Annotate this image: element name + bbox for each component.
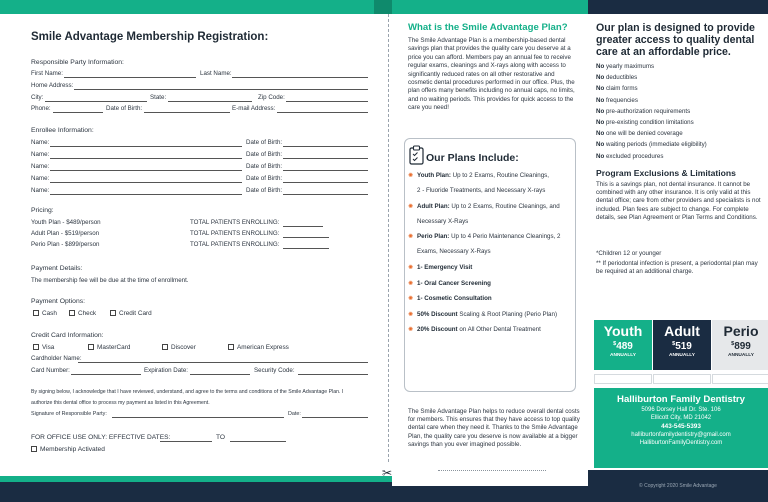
dob-label: Date of Birth: [106, 105, 143, 112]
benefit-item: No claim forms [596, 85, 638, 93]
plan-item: ✺ Youth Plan: Up to 2 Exams, Routine Cleanings, [408, 172, 549, 179]
zip-field[interactable] [286, 101, 368, 102]
checkbox[interactable] [88, 344, 94, 350]
benefits-heading: Our plan is designed to provide greater access to quality dental care at an affordable price. [596, 22, 755, 58]
benefit-item: No excluded procedures [596, 152, 664, 160]
pricing-plan: Adult Plan - $519/person [31, 230, 100, 237]
enrollee-dob-field[interactable] [283, 194, 368, 195]
cardholder-field[interactable] [78, 362, 368, 363]
benefit-item: No yearly maximums [596, 63, 655, 70]
price-card-name: Youth [603, 323, 643, 339]
pricing-total-field[interactable] [283, 248, 329, 249]
clipboard-icon [408, 145, 426, 165]
benefit-item: No pre-existing condition limitations [596, 119, 694, 126]
home-address-field[interactable] [74, 89, 368, 90]
enrollee-name-label: Name: [31, 139, 50, 146]
sparkle-icon: ✺ [408, 172, 414, 179]
practice-name: Halliburton Family Dentistry [617, 394, 745, 405]
exclusions-heading: Program Exclusions & Limitations [596, 168, 736, 178]
enrollee-dob-label: Date of Birth: [246, 163, 283, 170]
enrollee-name-label: Name: [31, 151, 50, 158]
checkbox[interactable] [110, 310, 116, 316]
first-name-label: First Name: [31, 70, 63, 77]
office-to-label: TO [216, 434, 226, 441]
card-number-field[interactable] [71, 374, 141, 375]
enrollee-name-field[interactable] [50, 194, 242, 195]
plan-info-panel [392, 0, 588, 502]
price-card-amount: $899 [731, 341, 751, 352]
price-card-amount: $519 [672, 341, 692, 352]
enrollee-name-field[interactable] [50, 146, 242, 147]
security-field[interactable] [298, 374, 368, 375]
first-name-field[interactable] [64, 77, 196, 78]
signature-field[interactable] [112, 417, 284, 418]
price-card-name: Adult [664, 323, 700, 339]
sparkle-icon: ✺ [408, 233, 414, 240]
pricing-plan: Youth Plan - $489/person [31, 219, 101, 226]
enrollee-dob-field[interactable] [283, 146, 368, 147]
practice-phone[interactable]: 443-545-5393 [661, 423, 701, 430]
benefit-item: No frequencies [596, 96, 638, 104]
enrollee-name-field[interactable] [50, 182, 242, 183]
copyright: © Copyright 2020 Smile Advantage [639, 483, 717, 489]
practice-info [594, 388, 768, 468]
cc-heading: Credit Card Information: [31, 332, 104, 339]
home-address-label: Home Address: [31, 82, 74, 89]
enrollee-dob-field[interactable] [283, 182, 368, 183]
plan-item: ✺ 1- Oral Cancer Screening [408, 280, 491, 287]
children-note: *Children 12 or younger [596, 250, 662, 257]
pricing-total-field[interactable] [283, 237, 329, 238]
sparkle-icon: ✺ [408, 203, 414, 210]
checkbox[interactable] [31, 446, 37, 452]
plan-item: ✺ 1- Cosmetic Consultation [408, 295, 492, 302]
benefit-item: No one will be denied coverage [596, 130, 683, 138]
top-accent-bar [392, 0, 588, 14]
payment-options-heading: Payment Options: [31, 298, 86, 305]
office-use-label: FOR OFFICE USE ONLY: EFFECTIVE DATES: [31, 434, 171, 441]
practice-address-1: 5096 Dorsey Hall Dr. Ste. 106 [641, 407, 721, 413]
dob-field[interactable] [144, 112, 230, 113]
acknowledgement-line-2: authorize this dental office to process my payment as listed in this Agreement. [31, 400, 210, 406]
price-card-youth [594, 320, 652, 370]
enrollee-dob-label: Date of Birth: [246, 139, 283, 146]
plan-item: Necessary X-Rays [417, 218, 469, 225]
cut-line [388, 14, 389, 462]
enrollee-dob-label: Date of Birth: [246, 175, 283, 182]
plan-info-title: What is the Smile Advantage Plan? [408, 22, 568, 33]
payment-option-cash[interactable]: Cash [33, 310, 57, 317]
price-card-footer [594, 374, 652, 384]
checkbox[interactable] [228, 344, 234, 350]
sparkle-icon: ✺ [408, 311, 414, 318]
email-field[interactable] [277, 112, 368, 113]
plan-item: ✺ Perio Plan: Up to 4 Perio Maintenance Cleanings, 2 [408, 233, 561, 240]
price-card-amount: $489 [613, 341, 633, 352]
checkbox[interactable] [33, 344, 39, 350]
pricing-total-field[interactable] [283, 226, 323, 227]
last-name-field[interactable] [232, 77, 368, 78]
enrollee-dob-field[interactable] [283, 170, 368, 171]
pricing-total-label: TOTAL PATIENTS ENROLLING: [190, 230, 280, 237]
enrollee-name-label: Name: [31, 187, 50, 194]
bottom-accent-bar [0, 476, 392, 502]
plan-info-paragraph: The Smile Advantage Plan is a membership-based dental savings plan that provides the quality care you deserve at a price you can afford. Members pay an annual fee to receive regular exams, cleanings and X-rays along with access to significantly reduced rates on all other restorative and cosmetic dental procedures performed in our office. Plus, the plan offers many benefits including no annual caps, no limits, and no waiting periods. This provides for quick access to the care you need! [408, 37, 575, 112]
price-card-period: ANNUALLY [610, 353, 636, 358]
scissors-icon: ✂ [382, 466, 393, 480]
checkbox[interactable] [33, 310, 39, 316]
price-card-footer [712, 374, 768, 384]
date-field[interactable] [302, 417, 368, 418]
practice-website[interactable]: HalliburtonFamilyDentistry.com [639, 440, 723, 446]
phone-label: Phone: [31, 105, 51, 112]
state-label: State: [150, 94, 167, 101]
price-card-period: ANNUALLY [669, 353, 695, 358]
dotted-divider [438, 470, 546, 471]
zip-label: Zip Code: [258, 94, 285, 101]
benefit-item: No pre-authorization requirements [596, 107, 691, 115]
enrollee-dob-field[interactable] [283, 158, 368, 159]
enrollee-dob-label: Date of Birth: [246, 187, 283, 194]
effective-date-start[interactable] [160, 441, 212, 442]
city-field[interactable] [45, 101, 147, 102]
expiration-label: Expiration Date: [144, 367, 189, 374]
phone-field[interactable] [53, 112, 103, 113]
pricing-heading: Pricing: [31, 207, 54, 214]
security-label: Security Code: [254, 367, 295, 374]
top-accent-bar [0, 0, 392, 14]
benefits-panel [588, 0, 768, 502]
cardholder-label: Cardholder Name: [31, 355, 82, 362]
exclusions-text: This is a savings plan, not dental insurance. It cannot be combined with any other insurance. It is only valid at this dental office; care from other providers and specialists is not included. Plan fees are subject to change. For complete details, see Plan Agreement or Plan Terms and Conditions. [596, 181, 761, 221]
card-number-label: Card Number: [31, 367, 70, 374]
plan-item: ✺ 20% Discount on All Other Dental Treatment [408, 326, 541, 333]
enrollee-heading: Enrollee Information: [31, 127, 94, 134]
practice-address-2: Ellicott City, MD 21042 [650, 415, 712, 421]
plan-item: ✺ 50% Discount Scaling & Root Planing (Perio Plan) [408, 311, 558, 318]
last-name-label: Last Name: [200, 70, 232, 77]
cc-type-mastercard[interactable]: MasterCard [88, 344, 130, 351]
bottom-paragraph: The Smile Advantage Plan helps to reduce overall dental costs for members. This ensures that they have access to top quality dental care when they need it. Thanks to the Smile Advantage Plan, the quality care you deserve is now available at a bigger savings than you ever imagined possible. [408, 408, 580, 448]
cc-type-amex[interactable]: American Express [228, 344, 289, 351]
price-card-period: ANNUALLY [728, 353, 754, 358]
payment-details-heading: Payment Details: [31, 265, 83, 272]
practice-email[interactable]: halliburtonfamilydentistry@gmail.com [631, 432, 731, 438]
plan-item: ✺ 1- Emergency Visit [408, 264, 473, 271]
cc-type-discover[interactable]: Discover [162, 344, 196, 351]
price-card-name: Perio [723, 323, 759, 339]
email-label: E-mail Address: [232, 105, 276, 112]
city-label: City: [31, 94, 44, 101]
pricing-plan: Perio Plan - $899/person [31, 241, 100, 248]
payment-details-text: The membership fee will be due at the time of enrollment. [31, 277, 189, 284]
perio-note: ** If periodontal infection is present, a periodontal plan may be required at an additional charge. [596, 260, 758, 276]
expiration-field[interactable] [190, 374, 250, 375]
enrollee-name-label: Name: [31, 175, 50, 182]
state-field[interactable] [168, 101, 252, 102]
plans-heading: Our Plans Include: [426, 152, 519, 164]
checkbox[interactable] [162, 344, 168, 350]
benefit-item: No waiting periods (immediate eligibility) [596, 141, 707, 149]
responsible-heading: Responsible Party Information: [31, 59, 124, 66]
sparkle-icon: ✺ [408, 326, 414, 333]
price-card-perio [712, 320, 768, 370]
effective-date-end[interactable] [230, 441, 286, 442]
plan-item: 2 - Fluoride Treatments, and Necessary X-rays [417, 187, 546, 194]
date-label: Date: [288, 411, 301, 417]
checkbox[interactable] [69, 310, 75, 316]
plan-item: ✺ Adult Plan: Up to 2 Exams, Routine Cleanings, and [408, 203, 560, 210]
enrollee-dob-label: Date of Birth: [246, 151, 283, 158]
price-card-adult [653, 320, 711, 370]
plan-item: Exams, Necessary X-Rays [417, 248, 491, 255]
payment-option-check[interactable]: Check [69, 310, 96, 317]
form-title: Smile Advantage Membership Registration: [31, 31, 269, 43]
pricing-total-label: TOTAL PATIENTS ENROLLING: [190, 219, 280, 226]
pricing-total-label: TOTAL PATIENTS ENROLLING: [190, 241, 280, 248]
sparkle-icon: ✺ [408, 295, 414, 302]
signature-label: Signature of Responsible Party: [31, 411, 107, 417]
top-accent-bar [588, 0, 768, 14]
enrollee-name-field[interactable] [50, 170, 242, 171]
enrollee-name-label: Name: [31, 163, 50, 170]
bottom-accent-bar [392, 486, 588, 502]
acknowledgement-line-1: By signing below, I acknowledge that I have reviewed, understand, and agree to the terms and conditions of the Smile Advantage Plan. I [31, 389, 344, 395]
price-card-footer [653, 374, 711, 384]
benefit-item: No deductibles [596, 74, 638, 82]
sparkle-icon: ✺ [408, 280, 414, 287]
enrollee-name-field[interactable] [50, 158, 242, 159]
sparkle-icon: ✺ [408, 264, 414, 271]
payment-option-credit-card[interactable]: Credit Card [110, 310, 152, 317]
membership-activated-option[interactable]: Membership Activated [31, 446, 105, 453]
cc-type-visa[interactable]: Visa [33, 344, 54, 351]
